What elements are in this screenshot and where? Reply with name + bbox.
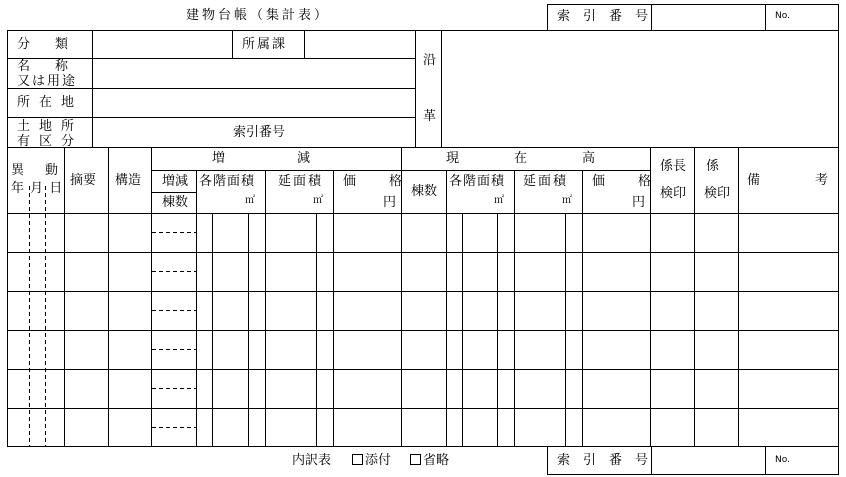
omitted-option[interactable] <box>410 454 449 467</box>
land-index-number: 索引番号 <box>233 125 286 140</box>
current-header: 現 在 高 <box>446 151 600 166</box>
increase-decrease-header: 増 減 <box>212 151 315 166</box>
price-label-cur: 価 格 <box>592 174 662 189</box>
floor-area-unit-inc: ㎡ <box>245 195 255 206</box>
building-count-label: 棟数 <box>411 184 438 199</box>
attached-option[interactable] <box>352 454 391 467</box>
price-unit-inc: 円 <box>383 195 397 210</box>
total-area-unit-inc: ㎡ <box>313 195 323 206</box>
department-label: 所属課 <box>242 37 288 52</box>
inc-dec-count-label: 棟数 <box>162 195 189 210</box>
category-label: 分 類 <box>17 37 75 52</box>
history-label-bottom: 革 <box>423 109 437 124</box>
form-title: 建物台帳（集計表） <box>186 8 331 23</box>
omitted-checkbox[interactable] <box>410 454 421 465</box>
breakdown-label: 内訳表 <box>292 453 332 468</box>
attached-checkbox[interactable] <box>352 454 363 465</box>
structure-header: 構造 <box>115 173 142 188</box>
omitted-label: 省略 <box>423 453 450 468</box>
chief-seal-label: 検印 <box>660 186 687 201</box>
attached-label: 添付 <box>365 453 392 468</box>
change-date-header-2: 年 月 日 <box>11 181 64 196</box>
header-index-label: 索 引 番 号 <box>557 9 649 24</box>
chief-label: 係長 <box>660 159 687 174</box>
footer-no-label: No. <box>775 455 790 465</box>
floor-area-unit-cur: ㎡ <box>494 195 504 206</box>
history-label-top: 沿 <box>423 53 437 68</box>
name-label-line2: 又は用途 <box>17 74 78 89</box>
inc-dec-label: 増減 <box>162 174 189 189</box>
staff-seal-label: 検印 <box>704 186 731 201</box>
price-label-inc: 価 格 <box>343 174 413 189</box>
header-no-label: No. <box>775 11 790 21</box>
total-area-unit-cur: ㎡ <box>562 195 572 206</box>
land-label-line1: 土地所 <box>17 119 84 134</box>
staff-label: 係 <box>706 159 720 174</box>
location-label: 所在地 <box>17 95 84 110</box>
name-label-line1: 名 称 <box>17 59 75 74</box>
remarks-header: 備 考 <box>747 173 833 188</box>
floor-area-label-inc: 各階面積 <box>199 174 256 189</box>
total-area-label-cur: 延面積 <box>523 174 569 189</box>
change-date-header-1: 異 動 <box>11 163 63 178</box>
total-area-label-inc: 延面積 <box>278 174 324 189</box>
floor-area-label-cur: 各階面積 <box>449 174 506 189</box>
price-unit-cur: 円 <box>632 195 646 210</box>
land-label-line2: 有区分 <box>17 134 84 149</box>
footer-index-label: 索 引 番 号 <box>557 453 649 468</box>
summary-header: 摘要 <box>70 173 97 188</box>
